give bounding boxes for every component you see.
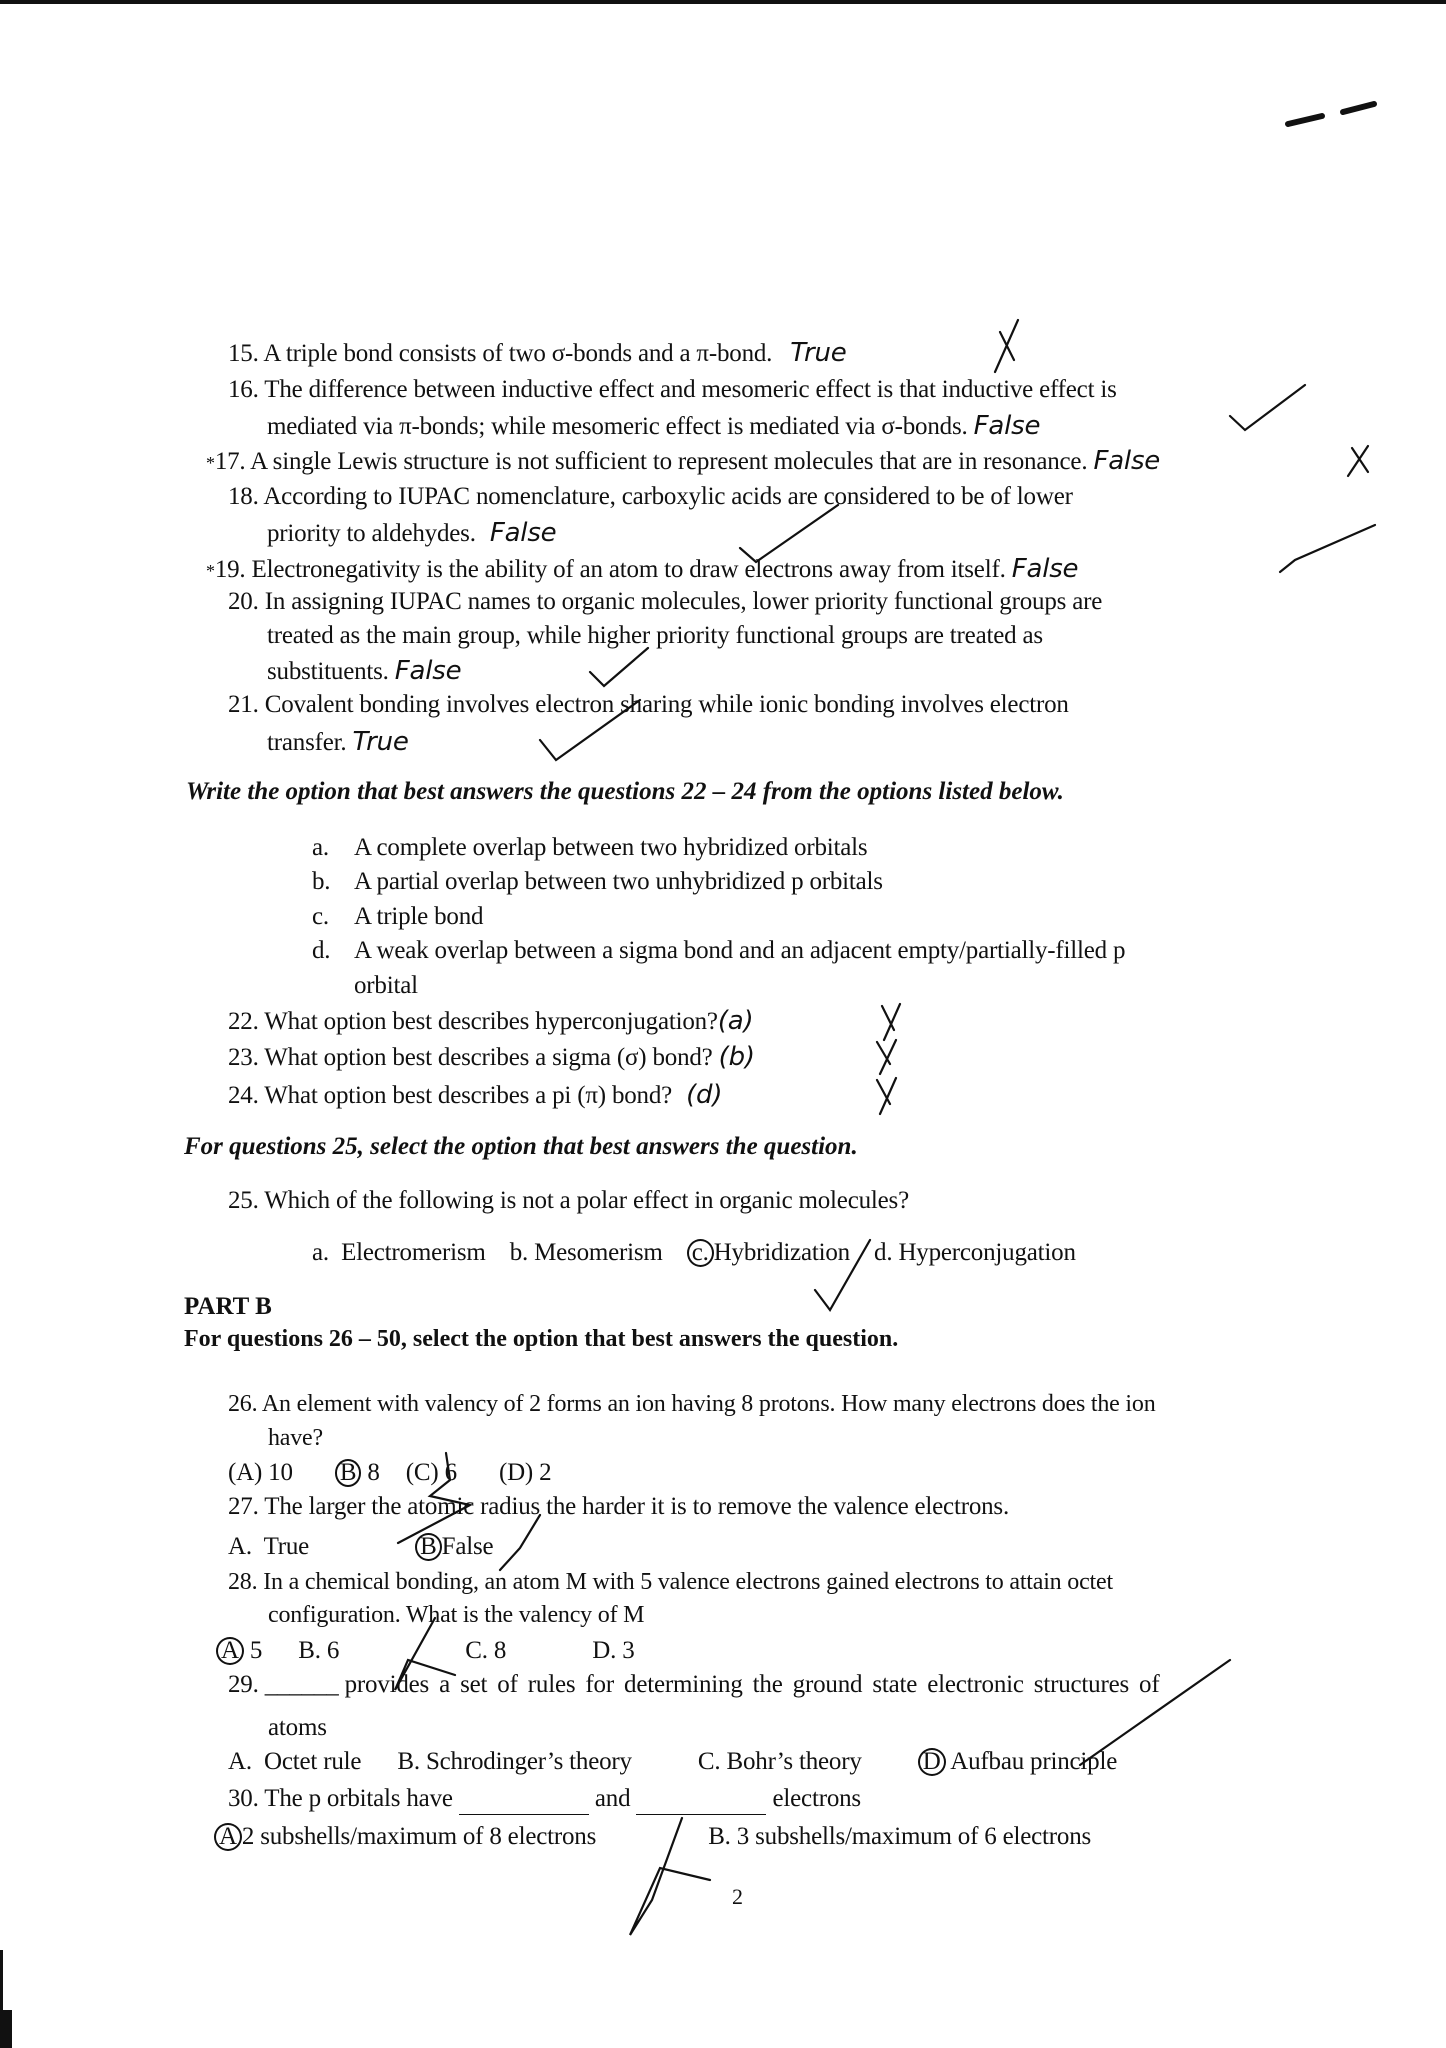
handwritten-answer: (b): [718, 1042, 755, 1072]
answer-blank: [636, 1784, 766, 1815]
cross-mark-icon: [995, 320, 1018, 372]
scan-edge-top: [0, 0, 1446, 4]
question-number: 17.: [214, 448, 246, 475]
check-mark-icon: [1280, 525, 1375, 572]
question-text: An element with valency of 2 forms an ion having 8 protons. How many electrons does the ion: [261, 1391, 1156, 1417]
option-a[interactable]: A. True: [228, 1533, 310, 1560]
option-text: A partial overlap between two unhybridized p orbitals: [354, 868, 883, 895]
question-24: [228, 1080, 722, 1111]
question-text: transfer.: [267, 729, 347, 756]
question-text: A triple bond consists of two σ-bonds and a π-bond.: [263, 340, 773, 367]
check-mark-icon: [1230, 385, 1305, 430]
question-text: substituents.: [267, 658, 389, 685]
handwritten-answer: False: [394, 656, 462, 686]
question-28-line-2: configuration. What is the valency of M: [268, 1602, 645, 1628]
cross-mark-icon: [877, 1040, 896, 1074]
question-29-line-2: atoms: [268, 1714, 327, 1741]
question-20-line-3: [267, 656, 461, 687]
question-29-options: [228, 1747, 1117, 1777]
handwritten-answer: True: [790, 338, 847, 368]
handwritten-answer: False: [489, 518, 557, 548]
circled-answer: B: [415, 1533, 441, 1561]
part-b-title: PART B: [184, 1293, 272, 1320]
section-instruction: Write the option that best answers the questions 22 – 24 from the options listed below.: [186, 778, 1064, 805]
question-text: Covalent bonding involves electron sharing while ionic bonding involves electron: [264, 691, 1069, 718]
question-17: [206, 446, 1160, 478]
question-number: 15.: [228, 340, 259, 367]
question-text: In a chemical bonding, an atom M with 5 valence electrons gained electrons to attain octet: [263, 1569, 1113, 1595]
handwritten-answer: (d): [686, 1080, 723, 1110]
option-text: A triple bond: [354, 903, 484, 930]
question-text: The p orbitals have: [264, 1785, 453, 1812]
option-letter: a.: [312, 834, 329, 861]
question-28: [228, 1567, 1113, 1597]
question-number: 24.: [228, 1082, 259, 1109]
question-number: 18.: [228, 483, 259, 510]
question-number: 20.: [228, 588, 259, 615]
question-text: In assigning IUPAC names to organic molecules, lower priority functional groups are: [264, 588, 1103, 615]
cross-mark-icon: [877, 1078, 896, 1114]
question-text: electrons: [772, 1785, 861, 1812]
scan-edge-artifact: [0, 1950, 3, 2010]
question-16-line-2: [267, 411, 1040, 442]
option-a-selected[interactable]: A 5: [216, 1637, 262, 1664]
page-number: 2: [732, 1884, 743, 1909]
option-b-selected[interactable]: B 8: [335, 1459, 380, 1486]
question-text: mediated via π-bonds; while mesomeric effect is mediated via σ-bonds.: [267, 413, 968, 440]
question-text: treated as the main group, while higher priority functional groups are treated as: [267, 622, 1043, 649]
cross-mark-icon: [1348, 446, 1368, 476]
option-b[interactable]: B. 3 subshells/maximum of 6 electrons: [708, 1823, 1092, 1850]
question-22: [228, 1006, 753, 1037]
cross-mark-icon: [882, 1004, 900, 1040]
question-19: [206, 554, 1078, 586]
option-d[interactable]: d. Hyperconjugation: [874, 1239, 1076, 1266]
option-letter: b.: [312, 868, 331, 895]
option-c: [312, 902, 483, 932]
question-30-options: [214, 1822, 1091, 1852]
question-number: 27.: [228, 1493, 259, 1520]
option-a[interactable]: A. Octet rule: [228, 1748, 362, 1775]
option-d-continued: orbital: [354, 972, 418, 999]
option-d[interactable]: (D) 2: [498, 1459, 552, 1486]
option-a[interactable]: a. Electromerism: [312, 1239, 486, 1266]
question-number: 28.: [228, 1569, 258, 1595]
option-b-selected[interactable]: B False: [415, 1533, 493, 1560]
section-instruction: For questions 25, select the option that best answers the question.: [184, 1133, 858, 1160]
question-25: [228, 1186, 909, 1216]
question-26: [228, 1389, 1156, 1419]
question-text: The difference between inductive effect and mesomeric effect is that inductive effect is: [264, 376, 1117, 403]
option-text: A weak overlap between a sigma bond and an adjacent empty/partially-filled p: [354, 937, 1126, 964]
question-20-line-2: [267, 621, 1043, 651]
question-text: priority to aldehydes.: [267, 520, 476, 547]
option-d: [312, 936, 1125, 966]
question-29: [228, 1670, 1159, 1700]
part-b-instruction: For questions 26 – 50, select the option that best answers the question.: [184, 1326, 899, 1352]
question-15: [228, 338, 847, 369]
answer-blank: [459, 1784, 589, 1815]
handwritten-answer: (a): [717, 1006, 754, 1036]
option-c[interactable]: C. 8: [465, 1637, 507, 1664]
question-text: Electronegativity is the ability of an atom to draw electrons away from itself.: [251, 556, 1006, 583]
question-25-options: [312, 1238, 1076, 1268]
circled-answer: A: [216, 1637, 244, 1665]
question-text: What option best describes a pi (π) bond?: [264, 1082, 673, 1109]
answer-blank: ______: [264, 1671, 339, 1698]
option-d[interactable]: D. 3: [592, 1637, 635, 1664]
option-b: [312, 867, 883, 897]
question-text: According to IUPAC nomenclature, carboxylic acids are considered to be of lower: [263, 483, 1073, 510]
circled-answer: B: [335, 1459, 361, 1487]
question-text: and: [594, 1785, 631, 1812]
question-text: provides a set of rules for determining the ground state electronic structures of: [344, 1671, 1160, 1698]
question-26-options: [228, 1458, 551, 1488]
question-26-line-2: have?: [268, 1425, 323, 1451]
asterisk-mark: *: [206, 561, 215, 581]
handwritten-answer: False: [1011, 554, 1079, 584]
question-text: What option best describes a sigma (σ) bond?: [264, 1044, 713, 1071]
question-text: The larger the atomic radius the harder it is to remove the valence electrons.: [264, 1493, 1010, 1520]
question-20: [228, 587, 1102, 617]
question-number: 23.: [228, 1044, 259, 1071]
question-21: [228, 690, 1069, 720]
option-a-selected[interactable]: A 2 subshells/maximum of 8 electrons: [214, 1823, 596, 1850]
option-letter: d.: [312, 937, 331, 964]
question-number: 19.: [214, 556, 246, 583]
scan-smudge-mark: [1288, 116, 1322, 124]
question-27-options: [228, 1532, 493, 1562]
question-18-line-2: [267, 518, 556, 549]
question-number: 22.: [228, 1008, 259, 1035]
option-c[interactable]: (C) 6: [405, 1459, 457, 1486]
asterisk-mark: *: [206, 453, 215, 473]
option-letter: c.: [312, 903, 329, 930]
question-number: 26.: [228, 1391, 258, 1417]
question-number: 16.: [228, 376, 259, 403]
option-c-selected[interactable]: c. Hybridization: [687, 1239, 850, 1266]
check-mark-icon: [590, 648, 648, 686]
handwritten-answer: False: [1093, 446, 1161, 476]
question-text: A single Lewis structure is not sufficient to represent molecules that are in resonance.: [250, 448, 1088, 475]
handwritten-answer: True: [352, 727, 409, 757]
question-text: What option best describes hyperconjugation?: [264, 1008, 718, 1035]
question-21-line-2: [267, 727, 409, 758]
option-a: [312, 833, 867, 863]
option-b[interactable]: b. Mesomerism: [509, 1239, 663, 1266]
circled-answer: D: [918, 1748, 946, 1776]
option-b[interactable]: B. Schrodinger’s theory: [397, 1748, 632, 1775]
option-b[interactable]: B. 6: [298, 1637, 340, 1664]
scan-edge-artifact: [0, 2010, 12, 2048]
question-number: 29.: [228, 1671, 259, 1698]
question-number: 25.: [228, 1187, 259, 1214]
question-23: [228, 1042, 755, 1073]
handwritten-answer: False: [973, 411, 1041, 441]
scan-smudge-mark: [1343, 104, 1374, 112]
option-a[interactable]: (A) 10: [228, 1459, 293, 1486]
circled-answer: A: [214, 1823, 242, 1851]
option-text: A complete overlap between two hybridized orbitals: [354, 834, 868, 861]
question-28-options: [216, 1636, 635, 1666]
question-text: Which of the following is not a polar effect in organic molecules?: [264, 1187, 909, 1214]
question-27: [228, 1492, 1009, 1522]
option-d-selected[interactable]: D Aufbau principle: [918, 1748, 1117, 1775]
question-number: 21.: [228, 691, 259, 718]
question-30: [228, 1784, 861, 1815]
circled-answer: c.: [687, 1239, 714, 1267]
question-number: 30.: [228, 1785, 259, 1812]
option-c[interactable]: C. Bohr’s theory: [697, 1748, 862, 1775]
question-16: [228, 375, 1117, 405]
question-18: [228, 482, 1073, 512]
